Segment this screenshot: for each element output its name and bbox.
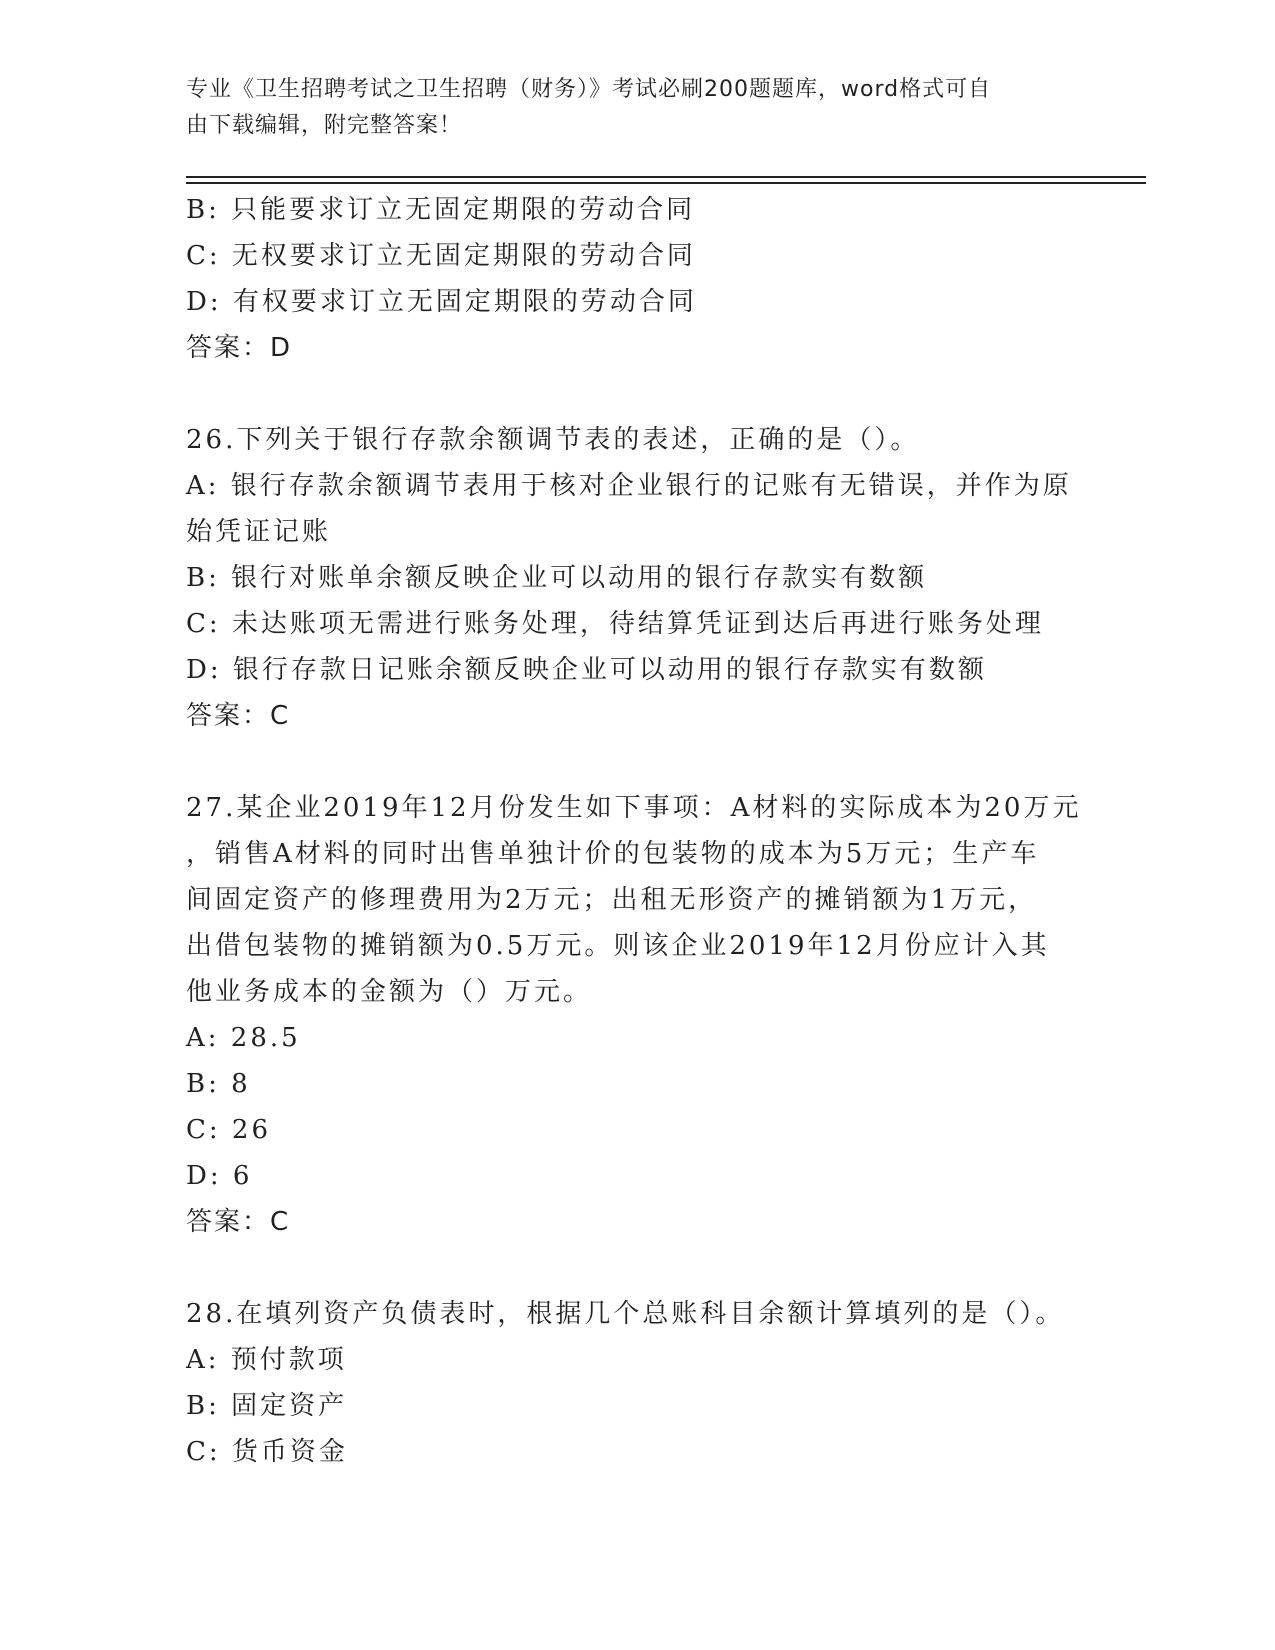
question-26-block: [186, 417, 1086, 739]
q27-option-c: C: 26: [186, 1115, 272, 1145]
q25-option-b: B: 只能要求订立无固定期限的劳动合同: [186, 195, 696, 225]
q26-option-c: C: 未达账项无需进行账务处理，待结算凭证到达后再进行账务处理: [186, 609, 1044, 639]
q27-question-line-5: 他业务成本的金额为（）万元。: [186, 977, 593, 1007]
spacer: [186, 371, 1086, 417]
q27-question-line-1: 27.某企业2019年12月份发生如下事项：A材料的实际成本为20万元: [186, 793, 1082, 823]
q27-question-line-4: 出借包装物的摊销额为0.5万元。则该企业2019年12月份应计入其: [186, 931, 1050, 961]
q26-option-b: B: 银行对账单余额反映企业可以动用的银行存款实有数额: [186, 563, 928, 593]
document-header: [186, 72, 1066, 144]
q25-option-d: D: 有权要求订立无固定期限的劳动合同: [186, 287, 697, 317]
q28-question: 28.在填列资产负债表时，根据几个总账科目余额计算填列的是（）。: [186, 1299, 1065, 1329]
question-25-block: [186, 187, 1086, 371]
q27-option-d: D: 6: [186, 1161, 253, 1191]
q26-option-a-line-2: 始凭证记账: [186, 517, 332, 547]
q25-option-c: C: 无权要求订立无固定期限的劳动合同: [186, 241, 696, 271]
q27-option-b: B: 8: [186, 1069, 251, 1099]
q26-option-a-line-1: A: 银行存款余额调节表用于核对企业银行的记账有无错误，并作为原: [186, 471, 1072, 501]
header-divider-top: [186, 176, 1146, 178]
q28-option-c: C: 货币资金: [186, 1437, 348, 1467]
q26-answer: 答案：C: [186, 701, 291, 731]
header-text-line-1: 专业《卫生招聘考试之卫生招聘（财务）》考试必刷200题题库，word格式可自: [186, 77, 992, 102]
header-divider-bottom: [186, 182, 1146, 184]
header-text-line-2: 由下载编辑，附完整答案！: [186, 113, 463, 138]
q26-question: 26.下列关于银行存款余额调节表的表述，正确的是（）。: [186, 425, 920, 455]
q26-option-d: D: 银行存款日记账余额反映企业可以动用的银行存款实有数额: [186, 655, 987, 685]
spacer: [186, 739, 1086, 785]
q27-question-line-3: 间固定资产的修理费用为2万元；出租无形资产的摊销额为1万元，: [186, 885, 1038, 915]
q28-option-a: A: 预付款项: [186, 1345, 347, 1375]
q25-answer: 答案：D: [186, 333, 293, 363]
q27-answer: 答案：C: [186, 1207, 291, 1237]
q27-question-line-2: ，销售A材料的同时出售单独计价的包装物的成本为5万元；生产车: [186, 839, 1040, 869]
spacer: [186, 1245, 1086, 1291]
question-27-block: [186, 785, 1086, 1245]
q28-option-b: B: 固定资产: [186, 1391, 348, 1421]
q27-option-a: A: 28.5: [186, 1023, 301, 1053]
question-28-block: [186, 1291, 1086, 1475]
document-body: [186, 187, 1086, 1475]
